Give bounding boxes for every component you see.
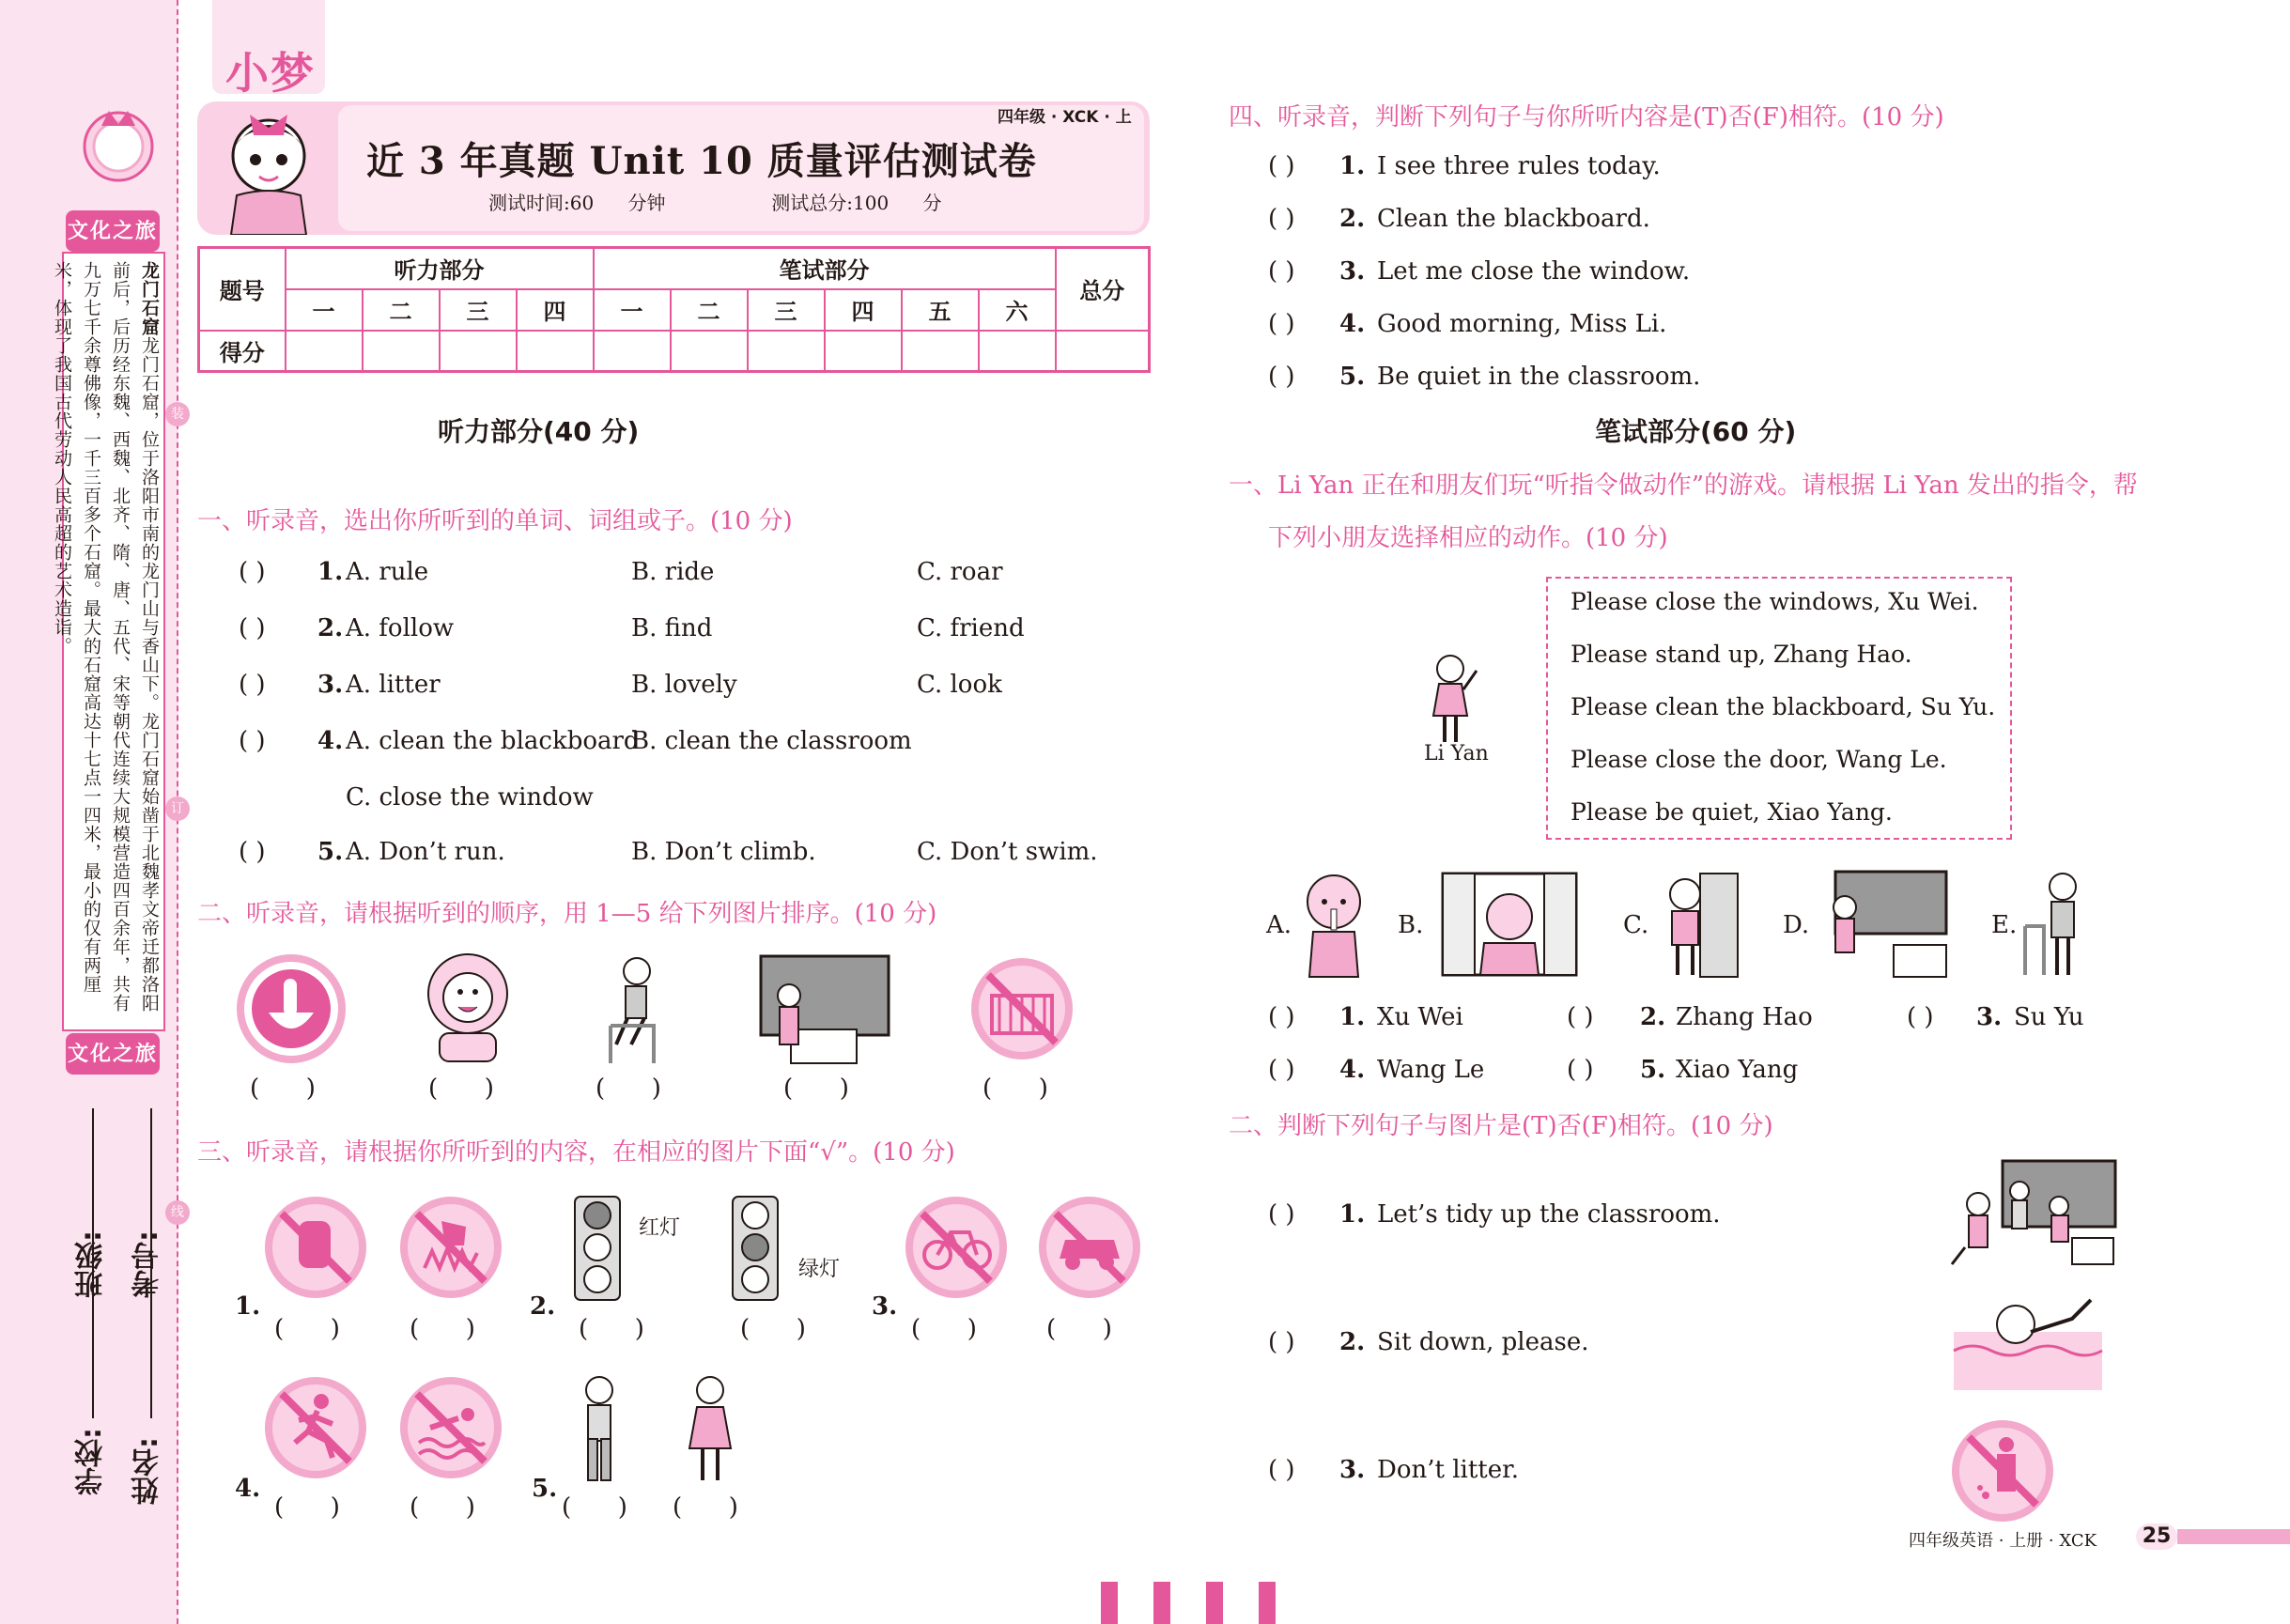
question-number: 5. bbox=[317, 838, 344, 866]
col-label: 四 bbox=[517, 289, 594, 331]
question-number: 4. bbox=[317, 727, 344, 755]
no-littering-sign-icon bbox=[1948, 1416, 2057, 1525]
answer-blank[interactable]: ( ) bbox=[239, 838, 266, 866]
option-label: C. bbox=[1623, 911, 1649, 939]
question-number: 3. bbox=[872, 1292, 898, 1321]
question-number: 2. bbox=[317, 614, 344, 642]
answer-blank[interactable]: ( ) bbox=[1268, 1003, 1295, 1031]
window-girl-icon bbox=[1437, 870, 1582, 979]
listening-sec2-title: 二、听录音，请根据听到的顺序，用 1—5 给下列图片排序。(10 分) bbox=[197, 900, 937, 928]
question-number: 1. bbox=[1339, 1200, 1366, 1229]
statement-text: Good morning, Miss Li. bbox=[1377, 310, 1667, 338]
question-number: 4. bbox=[1339, 310, 1366, 338]
answer-blank[interactable]: ( ) bbox=[1268, 310, 1295, 338]
listening-sec1-title: 一、听录音，选出你所听到的单词、词组或子。(10 分) bbox=[197, 507, 793, 535]
bottom-marker bbox=[1259, 1582, 1276, 1624]
writing-sec1-title-cont: 下列小朋友选择相应的动作。(10 分) bbox=[1268, 524, 1668, 552]
col-label: 二 bbox=[363, 289, 440, 331]
answer-blank[interactable]: ( ) bbox=[1268, 205, 1295, 233]
child-name: Su Yu bbox=[2014, 1003, 2084, 1031]
statement-text: I see three rules today. bbox=[1377, 152, 1661, 180]
culture-tab-top: 文化之旅 bbox=[66, 210, 160, 252]
footer-bar bbox=[2177, 1529, 2290, 1544]
listening-header: 听力部分 bbox=[286, 248, 594, 289]
answer-blank[interactable]: ( ) bbox=[740, 1315, 806, 1343]
boy-sitting-icon bbox=[603, 954, 663, 1065]
question-number: 1. bbox=[235, 1292, 261, 1321]
green-light-label: 绿灯 bbox=[798, 1258, 841, 1281]
no-cars-sign-icon bbox=[1035, 1193, 1144, 1302]
option-b: B. ride bbox=[631, 558, 715, 586]
blackboard-cleaning-icon bbox=[1818, 870, 1950, 979]
green-traffic-light-icon bbox=[714, 1195, 797, 1304]
row-label-number: 题号 bbox=[199, 248, 286, 331]
exam-meta bbox=[488, 188, 942, 215]
culture-title: 龙门石窟 bbox=[139, 261, 160, 336]
mascot-girl-icon bbox=[209, 101, 329, 235]
option-label: D. bbox=[1783, 911, 1810, 939]
answer-blank[interactable]: ( ) bbox=[911, 1315, 977, 1343]
lion-icon bbox=[417, 952, 518, 1063]
name-label: 姓名: bbox=[132, 1437, 164, 1505]
child-name: Xu Wei bbox=[1377, 1003, 1463, 1031]
no-running-sign-icon bbox=[261, 1373, 370, 1482]
bottom-marker bbox=[1153, 1582, 1170, 1624]
total-header: 总分 bbox=[1056, 248, 1150, 331]
answer-blank[interactable]: ( ) bbox=[1268, 152, 1295, 180]
writing-sec2-title: 二、判断下列句子与图片是(T)否(F)相符。(10 分) bbox=[1229, 1112, 1773, 1140]
answer-blank[interactable]: ( ) bbox=[562, 1493, 627, 1522]
option-b: B. lovely bbox=[631, 671, 737, 699]
option-a: A. litter bbox=[346, 671, 441, 699]
culture-tab-bottom: 文化之旅 bbox=[66, 1033, 160, 1075]
question-number: 3. bbox=[1976, 1003, 2003, 1031]
culture-body: 龙门石窟，位于洛阳市南的龙门山与香山下。龙门石窟始凿于北魏孝文帝迁都洛阳前后，后历经东魏、西魏、北齐、隋、唐、五代、宋等朝代连续大规模营造四百余年，共有九万七千余尊佛像，一千三百多个石窟。最大的石窟高达十七点一四米，最小的仅有两厘米，体现了我国古代劳动人民高超的艺术造诣。 bbox=[52, 261, 160, 1013]
score-cell[interactable] bbox=[440, 331, 517, 372]
statement-text: Be quiet in the classroom. bbox=[1377, 363, 1701, 391]
answer-blank[interactable]: ( ) bbox=[1268, 1200, 1295, 1229]
answer-blank[interactable]: ( ) bbox=[274, 1493, 340, 1522]
exam-total: 测试总分:100 分 bbox=[771, 192, 942, 214]
option-a: A. follow bbox=[346, 614, 455, 642]
answer-blank[interactable]: ( ) bbox=[1268, 1328, 1295, 1356]
score-cell[interactable] bbox=[286, 331, 363, 372]
option-label: A. bbox=[1266, 911, 1292, 939]
blackboard-icon bbox=[757, 954, 892, 1065]
answer-blank[interactable]: ( ) bbox=[250, 1075, 316, 1103]
listening-sec4-title: 四、听录音，判断下列句子与你所听内容是(T)否(F)相符。(10 分) bbox=[1229, 103, 1944, 131]
option-a: A. clean the blackboard bbox=[346, 727, 640, 755]
question-number: 2. bbox=[1640, 1003, 1666, 1031]
score-cell[interactable] bbox=[1056, 331, 1150, 372]
command-line: Please clean the blackboard, Su Yu. bbox=[1571, 693, 1996, 720]
statement-text: Don’t litter. bbox=[1377, 1456, 1519, 1484]
option-c: C. friend bbox=[917, 614, 1025, 642]
li-yan-girl-icon bbox=[1424, 652, 1480, 746]
grade-tag: 四年级 · XCK · 上 bbox=[998, 108, 1132, 127]
option-b: B. clean the classroom bbox=[631, 727, 912, 755]
question-number: 2. bbox=[1339, 205, 1366, 233]
footer-text: 四年级英语 · 上册 · XCK bbox=[1909, 1531, 2097, 1551]
question-number: 1. bbox=[1339, 1003, 1366, 1031]
option-a: A. rule bbox=[346, 558, 429, 586]
answer-blank[interactable]: ( ) bbox=[1567, 1056, 1594, 1084]
answer-blank[interactable]: ( ) bbox=[783, 1075, 849, 1103]
binding-dot: 线 bbox=[165, 1200, 190, 1225]
answer-blank[interactable]: ( ) bbox=[410, 1493, 475, 1522]
crown-emblem-icon bbox=[79, 98, 158, 192]
class-label: 班级: bbox=[75, 1230, 108, 1298]
score-cell[interactable] bbox=[363, 331, 440, 372]
no-climbing-sign-icon bbox=[967, 954, 1076, 1063]
writing-header: 笔试部分 bbox=[594, 248, 1056, 289]
exam-number-label: 考号: bbox=[132, 1230, 164, 1298]
answer-blank[interactable]: ( ) bbox=[1907, 1003, 1934, 1031]
no-walking-on-grass-sign-icon bbox=[396, 1193, 505, 1302]
question-number: 1. bbox=[1339, 152, 1366, 180]
quiet-girl-icon bbox=[1300, 870, 1366, 979]
child-name: Zhang Hao bbox=[1676, 1003, 1813, 1031]
score-table bbox=[197, 246, 1151, 373]
child-name: Xiao Yang bbox=[1676, 1056, 1799, 1084]
question-number: 3. bbox=[1339, 1456, 1366, 1484]
bottom-marker bbox=[1206, 1582, 1223, 1624]
question-number: 3. bbox=[1339, 257, 1366, 286]
answer-blank[interactable]: ( ) bbox=[983, 1075, 1048, 1103]
speaker-name: Li Yan bbox=[1424, 742, 1489, 766]
binding-dot: 装 bbox=[165, 402, 190, 426]
option-a: A. Don’t run. bbox=[346, 838, 505, 866]
question-number: 2. bbox=[1339, 1328, 1366, 1356]
question-number: 4. bbox=[1339, 1056, 1366, 1084]
col-label: 三 bbox=[748, 289, 825, 331]
writing-sec1-title: 一、Li Yan 正在和朋友们玩“听指令做动作”的游戏。请根据 Li Yan 发出的指令，帮 bbox=[1229, 472, 2138, 500]
question-number: 3. bbox=[317, 671, 344, 699]
page-title: 近 3 年真题 Unit 10 质量评估测试卷 bbox=[366, 139, 1037, 183]
question-number: 1. bbox=[317, 558, 344, 586]
row-label-score: 得分 bbox=[199, 331, 286, 372]
col-label: 六 bbox=[979, 289, 1056, 331]
option-c: C. close the window bbox=[346, 783, 594, 812]
answer-blank[interactable]: ( ) bbox=[410, 1315, 475, 1343]
red-light-label: 红灯 bbox=[639, 1216, 681, 1240]
tidy-classroom-icon bbox=[1946, 1157, 2121, 1268]
col-label: 一 bbox=[286, 289, 363, 331]
option-label: B. bbox=[1398, 911, 1424, 939]
answer-blank[interactable]: ( ) bbox=[1567, 1003, 1594, 1031]
score-cell[interactable] bbox=[902, 331, 979, 372]
culture-paragraph bbox=[52, 261, 163, 1022]
score-cell[interactable] bbox=[517, 331, 594, 372]
answer-blank[interactable]: ( ) bbox=[1268, 257, 1295, 286]
school-label: 学校: bbox=[75, 1428, 108, 1495]
statement-text: Let me close the window. bbox=[1377, 257, 1691, 286]
col-label: 三 bbox=[440, 289, 517, 331]
command-line: Please be quiet, Xiao Yang. bbox=[1571, 798, 1893, 826]
answer-blank[interactable]: ( ) bbox=[596, 1075, 661, 1103]
no-bicycles-sign-icon bbox=[902, 1193, 1011, 1302]
no-touching-sign-icon bbox=[261, 1193, 370, 1302]
option-c: C. Don’t swim. bbox=[917, 838, 1098, 866]
option-c: C. roar bbox=[917, 558, 1003, 586]
listening-heading: 听力部分(40 分) bbox=[438, 416, 640, 447]
binding-dot: 订 bbox=[165, 797, 190, 821]
statement-text: Let’s tidy up the classroom. bbox=[1377, 1200, 1721, 1229]
option-b: B. Don’t climb. bbox=[631, 838, 816, 866]
quiet-sign-icon bbox=[237, 954, 346, 1063]
command-line: Please stand up, Zhang Hao. bbox=[1571, 641, 1912, 668]
swimming-boy-icon bbox=[1950, 1291, 2106, 1394]
listening-sec3-title: 三、听录音，请根据你所听到的内容，在相应的图片下面“√”。(10 分) bbox=[197, 1138, 955, 1167]
answer-blank[interactable]: ( ) bbox=[239, 671, 266, 699]
question-number: 5. bbox=[1640, 1056, 1666, 1084]
red-traffic-light-icon bbox=[556, 1195, 639, 1304]
answer-blank[interactable]: ( ) bbox=[239, 558, 266, 586]
exam-time: 测试时间:60 分钟 bbox=[488, 192, 666, 214]
command-line: Please close the windows, Xu Wei. bbox=[1571, 588, 1979, 615]
col-label: 五 bbox=[902, 289, 979, 331]
standing-boy-chair-icon bbox=[2021, 870, 2087, 979]
score-cell[interactable] bbox=[671, 331, 748, 372]
no-swimming-sign-icon bbox=[396, 1373, 505, 1482]
answer-blank[interactable]: ( ) bbox=[1268, 363, 1295, 391]
writing-heading: 笔试部分(60 分) bbox=[1595, 416, 1797, 447]
door-boy-icon bbox=[1655, 870, 1749, 979]
girl-standing-icon bbox=[684, 1373, 736, 1484]
answer-blank[interactable]: ( ) bbox=[239, 614, 266, 642]
logo: 小梦 bbox=[225, 48, 316, 99]
score-cell[interactable] bbox=[748, 331, 825, 372]
option-label: E. bbox=[1991, 911, 2018, 939]
option-b: B. find bbox=[631, 614, 713, 642]
question-number: 4. bbox=[235, 1475, 261, 1503]
option-c: C. look bbox=[917, 671, 1002, 699]
child-name: Wang Le bbox=[1377, 1056, 1485, 1084]
score-cell[interactable] bbox=[594, 331, 671, 372]
col-label: 二 bbox=[671, 289, 748, 331]
command-line: Please close the door, Wang Le. bbox=[1571, 746, 1947, 773]
answer-blank[interactable]: ( ) bbox=[1046, 1315, 1112, 1343]
question-number: 5. bbox=[532, 1475, 558, 1503]
answer-blank[interactable]: ( ) bbox=[1268, 1456, 1295, 1484]
answer-blank[interactable]: ( ) bbox=[579, 1315, 644, 1343]
answer-blank[interactable]: ( ) bbox=[274, 1315, 340, 1343]
answer-blank[interactable]: ( ) bbox=[239, 727, 266, 755]
col-label: 四 bbox=[825, 289, 902, 331]
score-cell[interactable] bbox=[979, 331, 1056, 372]
page-number: 25 bbox=[2136, 1523, 2177, 1550]
score-cell[interactable] bbox=[825, 331, 902, 372]
col-label: 一 bbox=[594, 289, 671, 331]
boy-standing-icon bbox=[575, 1373, 624, 1484]
statement-text: Sit down, please. bbox=[1377, 1328, 1589, 1356]
answer-blank[interactable]: ( ) bbox=[428, 1075, 494, 1103]
bottom-marker bbox=[1101, 1582, 1118, 1624]
question-number: 5. bbox=[1339, 363, 1366, 391]
answer-blank[interactable]: ( ) bbox=[1268, 1056, 1295, 1084]
answer-blank[interactable]: ( ) bbox=[673, 1493, 738, 1522]
statement-text: Clean the blackboard. bbox=[1377, 205, 1650, 233]
question-number: 2. bbox=[530, 1292, 556, 1321]
